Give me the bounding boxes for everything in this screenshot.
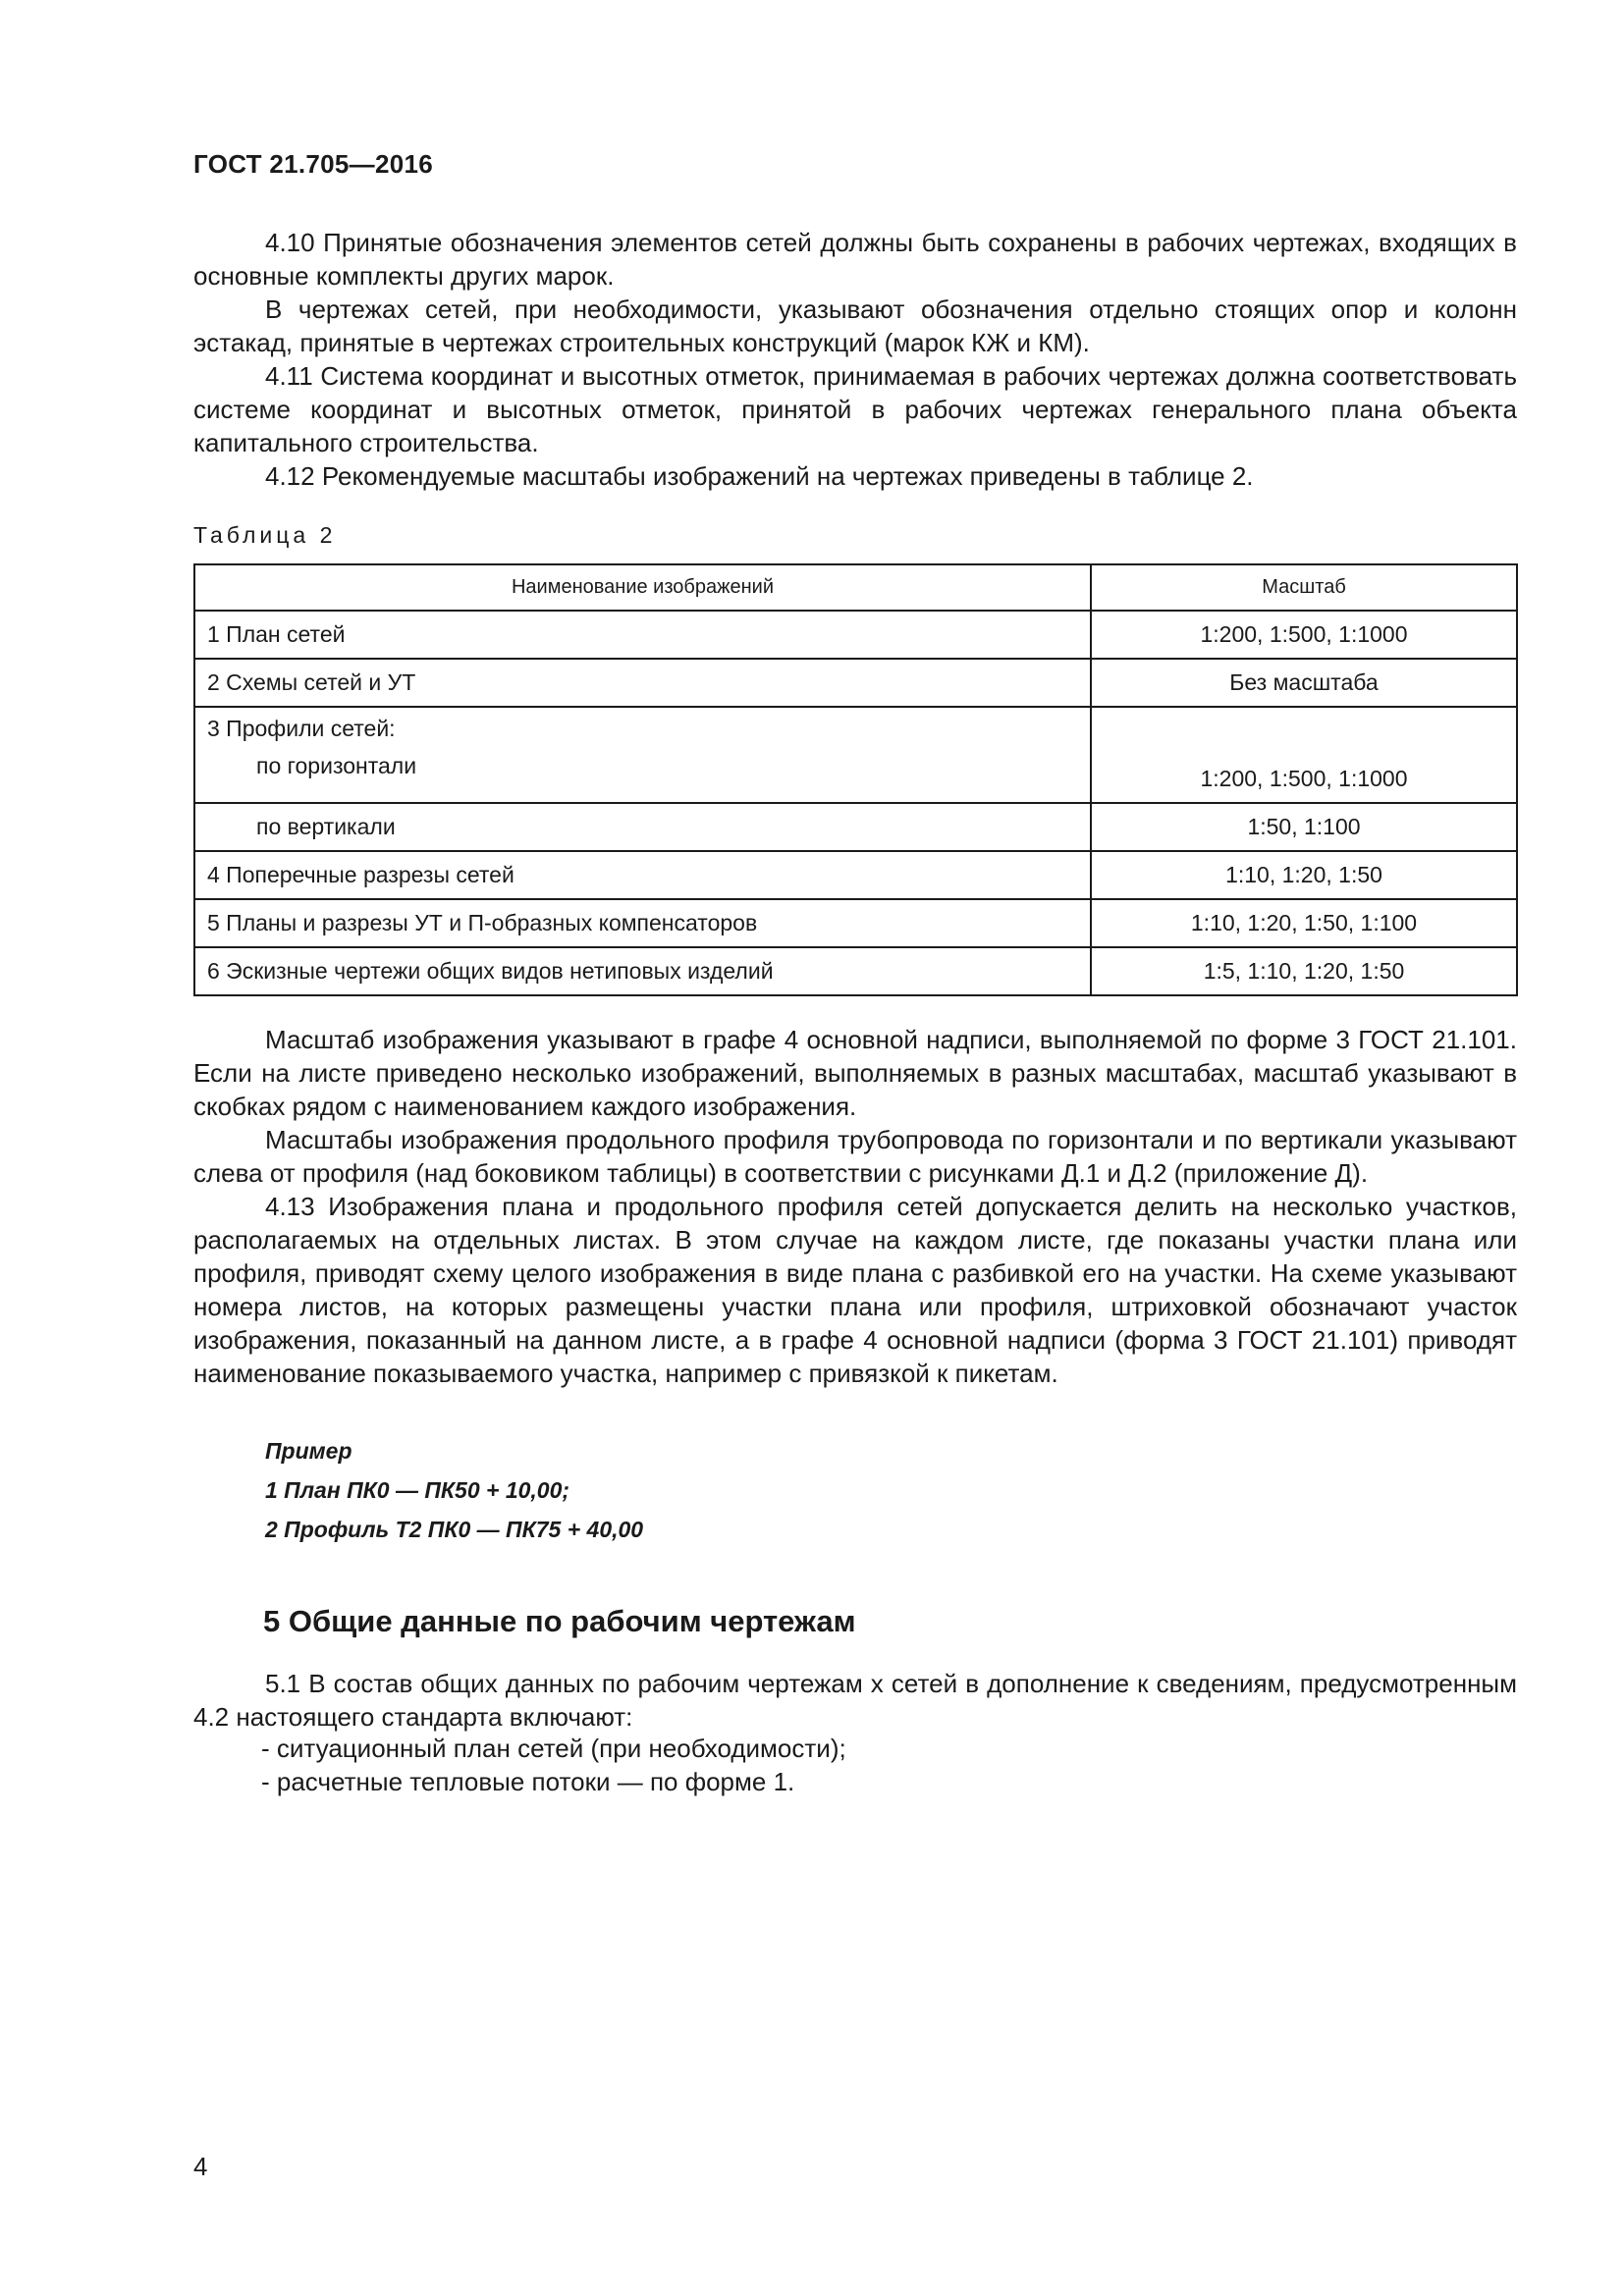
paragraph-4-10-b: В чертежах сетей, при необходимости, указывают обозначения отдельно стоящих опор и колонн эстакад, принятые в чертежах строительных конструкций (марок КЖ и КМ). [193, 294, 1517, 357]
cell-name: по вертикали [194, 803, 1091, 851]
cell-scale: 1:10, 1:20, 1:50, 1:100 [1091, 899, 1517, 947]
paragraph-4-13: 4.13 Изображения плана и продольного профиля сетей допускается делить на несколько участков, располагаемых на отдельных листах. В этом случае на каждом листе, где показаны участки плана или профиля, приводят схему целого изображения в виде плана с разбивкой его на участки. На схеме указывают номера листов, на которых размещены участки плана или профиля, штриховкой обозначают участок изображения, показанный на данном листе, а в графе 4 основной надписи (форма 3 ГОСТ 21.101) приводят наименование показываемого участка, например с привязкой к пикетам. [193, 1192, 1517, 1388]
table-row [194, 899, 1517, 947]
table-header-row [194, 564, 1517, 611]
paragraph-4-12: 4.12 Рекомендуемые масштабы изображений на чертежах приведены в таблице 2. [265, 461, 1254, 491]
section-5-text [193, 1667, 1517, 1734]
cell-name: 2 Схемы сетей и УТ [194, 659, 1091, 707]
table-row [194, 803, 1517, 851]
list-item: - расчетные тепловые потоки — по форме 1. [261, 1767, 795, 1796]
paragraph-4-11: 4.11 Система координат и высотных отметок, принимаемая в рабочих чертежах должна соответствовать системе координат и высотных отметок, принятой в рабочих чертежах генерального плана объекта капитального строительства. [193, 361, 1517, 457]
example-line-1: 1 План ПК0 — ПК50 + 10,00; [265, 1477, 570, 1503]
section-5-title: 5 Общие данные по рабочим чертежам [263, 1604, 856, 1638]
table-row [194, 611, 1517, 659]
middle-text-block [193, 1023, 1517, 1390]
paragraph-5-1: 5.1 В состав общих данных по рабочим чертежам х сетей в дополнение к сведениям, предусмотренным 4.2 настоящего стандарта включают: [193, 1669, 1517, 1732]
paragraph-profile-scale: Масштабы изображения продольного профиля трубопровода по горизонтали и по вертикали указывают слева от профиля (над боковиком таблицы) в соответствии с рисунками Д.1 и Д.2 (приложение Д). [193, 1125, 1517, 1188]
cell-name: 4 Поперечные разрезы сетей [194, 851, 1091, 899]
table-row [194, 851, 1517, 899]
document-header: ГОСТ 21.705—2016 [193, 149, 434, 179]
cell-scale: 1:200, 1:500, 1:1000 [1091, 707, 1517, 803]
cell-scale: 1:10, 1:20, 1:50 [1091, 851, 1517, 899]
cell-name: 1 План сетей [194, 611, 1091, 659]
cell-name-multiline [194, 707, 1091, 803]
cell-name: 5 Планы и разрезы УТ и П-образных компенсаторов [194, 899, 1091, 947]
list-item: - ситуационный план сетей (при необходимости); [261, 1734, 846, 1763]
scale-table [193, 563, 1518, 996]
example-title: Пример [265, 1438, 352, 1464]
top-text-block [193, 226, 1517, 493]
cell-scale: Без масштаба [1091, 659, 1517, 707]
paragraph-scale-note: Масштаб изображения указывают в графе 4 основной надписи, выполняемой по форме 3 ГОСТ 21.101. Если на листе приведено несколько изображений, выполняемых в разных масштабах, масштаб указывают в скобках рядом с наименованием каждого изображения. [193, 1025, 1517, 1121]
header-cell-name: Наименование изображений [194, 564, 1091, 611]
table-caption: Таблица 2 [193, 522, 337, 548]
cell-scale: 1:5, 1:10, 1:20, 1:50 [1091, 947, 1517, 995]
table-row [194, 659, 1517, 707]
table-row [194, 947, 1517, 995]
cell-scale: 1:200, 1:500, 1:1000 [1091, 611, 1517, 659]
cell-name-sub: по горизонтали [256, 753, 417, 778]
header-cell-scale: Масштаб [1091, 564, 1517, 611]
cell-name: 6 Эскизные чертежи общих видов нетиповых изделий [194, 947, 1091, 995]
paragraph-4-10: 4.10 Принятые обозначения элементов сетей должны быть сохранены в рабочих чертежах, входящих в основные комплекты других марок. [193, 228, 1517, 291]
cell-scale: 1:50, 1:100 [1091, 803, 1517, 851]
example-line-2: 2 Профиль Т2 ПК0 — ПК75 + 40,00 [265, 1517, 644, 1542]
cell-name-heading: 3 Профили сетей: [207, 716, 396, 741]
table-row [194, 707, 1517, 803]
page-number: 4 [193, 2152, 208, 2181]
